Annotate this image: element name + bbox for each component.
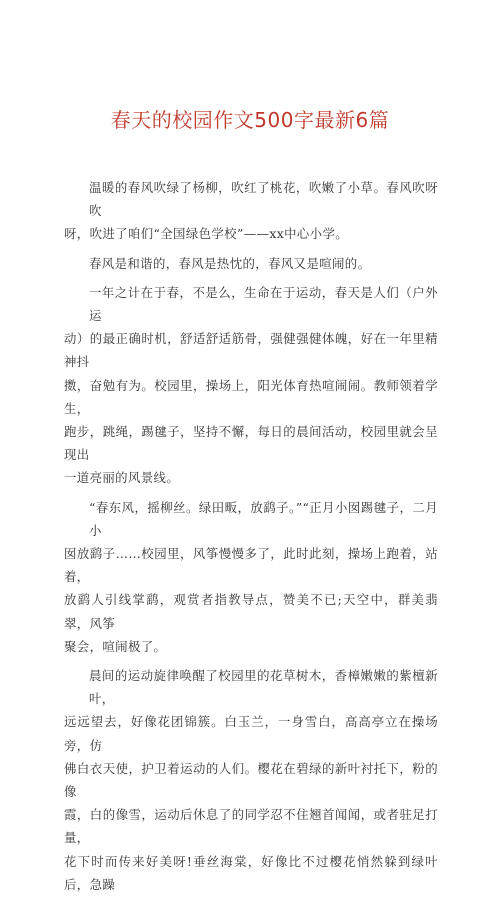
paragraph-line: 花下时而传来好美呀!垂丝海棠，好像比不过樱花悄然躲到绿叶后，急躁 (64, 853, 438, 892)
paragraph-5 (64, 664, 438, 896)
paragraph-line: 晨间的运动旋律唤醒了校园里的花草树木，香樟嫩嫩的紫檀新叶， (89, 668, 438, 707)
paragraph-line: 远远望去，好像花团锦簇。白玉兰，一身雪白，高高亭立在操场旁，仿 (64, 714, 438, 753)
paragraph-line: “春东风，摇柳丝。绿田畈，放鹞子。”“正月小囡踢毽子，二月小 (89, 499, 438, 538)
paragraph-line: 一年之计在于春，不是么，生命在于运动，春天是人们（户外运 (89, 284, 438, 324)
document-body (64, 176, 438, 902)
paragraph-line: 擞，奋勉有为。校园里，操场上，阳光体育热喧闹闹。教师领着学生， (64, 377, 438, 416)
paragraph-line: 呀，吹进了咱们“全国绿色学校”——xx中心小学。 (64, 226, 349, 242)
paragraph-2 (64, 252, 438, 275)
document-title: 春天的校园作文500字最新6篇 (110, 108, 390, 132)
paragraph-line: 霞，白的像雪，运动后休息了的同学忍不住翘首闻闻，或者驻足打量， (64, 807, 438, 846)
paragraph-line: 春风是和谐的，春风是热忱的，春风又是喧闹的。 (89, 255, 371, 271)
paragraph-line: 动）的最正确时机，舒适舒适筋骨，强健强健体魄，好在一年里精神抖 (64, 331, 438, 370)
paragraph-4 (64, 496, 438, 658)
paragraph-line: 跑步，跳绳，踢毽子，坚持不懈，每日的晨间活动，校园里就会呈现出 (64, 424, 438, 463)
paragraph-line: 温暖的春风吹绿了杨柳，吹红了桃花，吹嫩了小草。春风吹呀吹 (89, 180, 438, 219)
paragraph-line: 聚会，喧闹极了。 (64, 638, 167, 654)
paragraph-3 (64, 281, 438, 490)
paragraph-1 (64, 176, 438, 246)
paragraph-line: 放鹞人引线掌鹞，观赏者指教导点，赞美不已;天空中，群美翡翠，风筝 (64, 592, 438, 631)
paragraph-line: 佛白衣天使，护卫着运动的人们。樱花在碧绿的新叶衬托下，粉的像 (64, 760, 438, 800)
paragraph-line: 囡放鹞子……校园里，风筝慢慢多了，此时此刻，操场上跑着，站着， (64, 546, 438, 585)
paragraph-line: 一道亮丽的风景线。 (64, 470, 180, 486)
